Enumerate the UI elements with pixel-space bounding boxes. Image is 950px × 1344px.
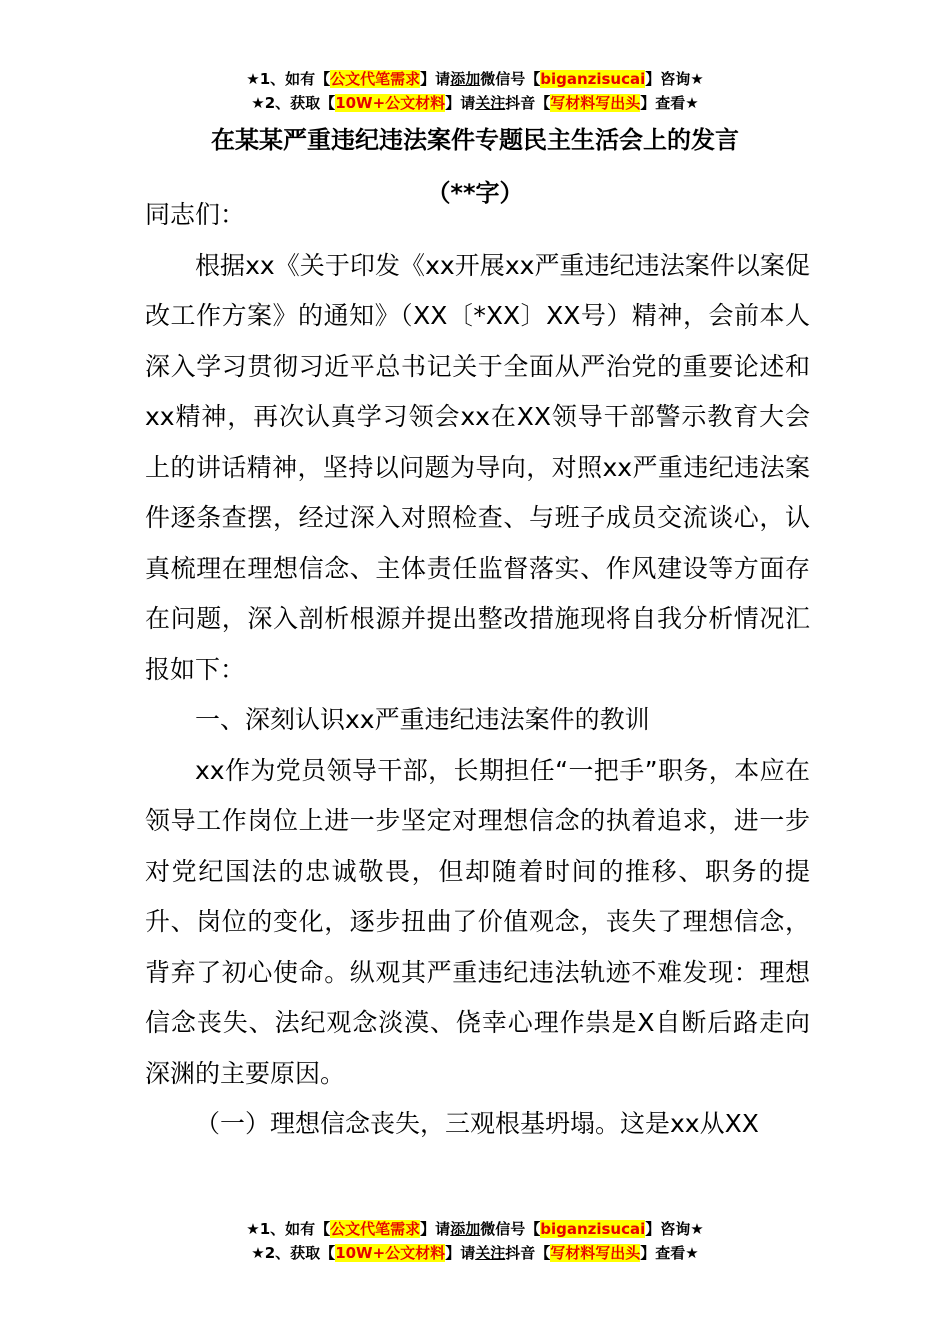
body-paragraph: 根据xx《关于印发《xx开展xx严重违纪违法案件以案促改工作方案》的通知》（XX〔*XX〕XX号）精神，会前本人深入学习贯彻习近平总书记关于全面从严治党的重要论述和xx精神，再次认真学习领会xx在XX领导干部警示教育大会上的讲话精神，坚持以问题为导向，对照xx严重违纪违法案件逐条查摆，经过深入对照检查、与班子成员交流谈心，认真梳理在理想信念、主体责任监督落实、作风建设等方面存在问题，深入剖析根源并提出整改措施现将自我分析情况汇报如下： — [145, 250, 810, 684]
promo-line-2 — [0, 91, 950, 115]
promo-highlight: 10W+公文材料 — [335, 1244, 446, 1262]
promo-highlight: 10W+公文材料 — [335, 94, 446, 112]
promo-text: 】请 — [445, 1244, 476, 1262]
promo-text: 微信号【 — [480, 70, 541, 88]
promo-highlight: 公文代笔需求 — [330, 70, 421, 88]
document-body — [145, 190, 810, 1150]
promo-underline: 添加 — [450, 1220, 481, 1238]
subsection-heading: （一）理想信念丧失，三观根基坍塌。这是xx从XX — [195, 1109, 759, 1138]
section-heading: 一、深刻认识xx严重违纪违法案件的教训 — [195, 705, 650, 734]
promo-text: 】查看★ — [640, 94, 699, 112]
promo-underline: 添加 — [450, 70, 481, 88]
promo-underline: 关注 — [475, 94, 506, 112]
document-subtitle: （**字） — [426, 179, 524, 207]
promo-highlight: 公文代笔需求 — [330, 1220, 421, 1238]
promo-underline: 关注 — [475, 1244, 506, 1262]
promo-text: ★1、如有【 — [246, 1220, 331, 1238]
promo-text: 】咨询★ — [645, 70, 704, 88]
promo-text: 抖音【 — [505, 94, 551, 112]
promo-text: ★1、如有【 — [246, 70, 331, 88]
promo-line-2 — [0, 1241, 950, 1265]
promo-text: 】咨询★ — [645, 1220, 704, 1238]
promo-line-1 — [0, 67, 950, 91]
promo-text: 】请 — [420, 70, 451, 88]
promo-line-1 — [0, 1217, 950, 1241]
promo-text: 】请 — [445, 94, 476, 112]
promo-text: 抖音【 — [505, 1244, 551, 1262]
promo-banner-bottom — [0, 1217, 950, 1265]
promo-douyin-id: 写材料写出头 — [550, 1244, 641, 1262]
promo-text: 】查看★ — [640, 1244, 699, 1262]
document-title: 在某某严重违纪违法案件专题民主生活会上的发言 — [211, 126, 739, 154]
promo-text: 】请 — [420, 1220, 451, 1238]
promo-douyin-id: 写材料写出头 — [550, 94, 641, 112]
salutation: 同志们： — [145, 200, 246, 229]
promo-banner-top — [0, 67, 950, 115]
body-paragraph: xx作为党员领导干部，长期担任“一把手”职务，本应在领导工作岗位上进一步坚定对理想信念的执着追求，进一步对党纪国法的忠诚敬畏，但却随着时间的推移、职务的提升、岗位的变化，逐步扭曲了价值观念，丧失了理想信念，背弃了初心使命。纵观其严重违纪违法轨迹不难发现：理想信念丧失、法纪观念淡漠、侥幸心理作祟是X自断后路走向深渊的主要原因。 — [145, 755, 810, 1088]
promo-text: ★2、获取【 — [251, 1244, 336, 1262]
promo-wechat-id: biganzisucai — [540, 1220, 646, 1238]
promo-wechat-id: biganzisucai — [540, 70, 646, 88]
promo-text: ★2、获取【 — [251, 94, 336, 112]
promo-text: 微信号【 — [480, 1220, 541, 1238]
